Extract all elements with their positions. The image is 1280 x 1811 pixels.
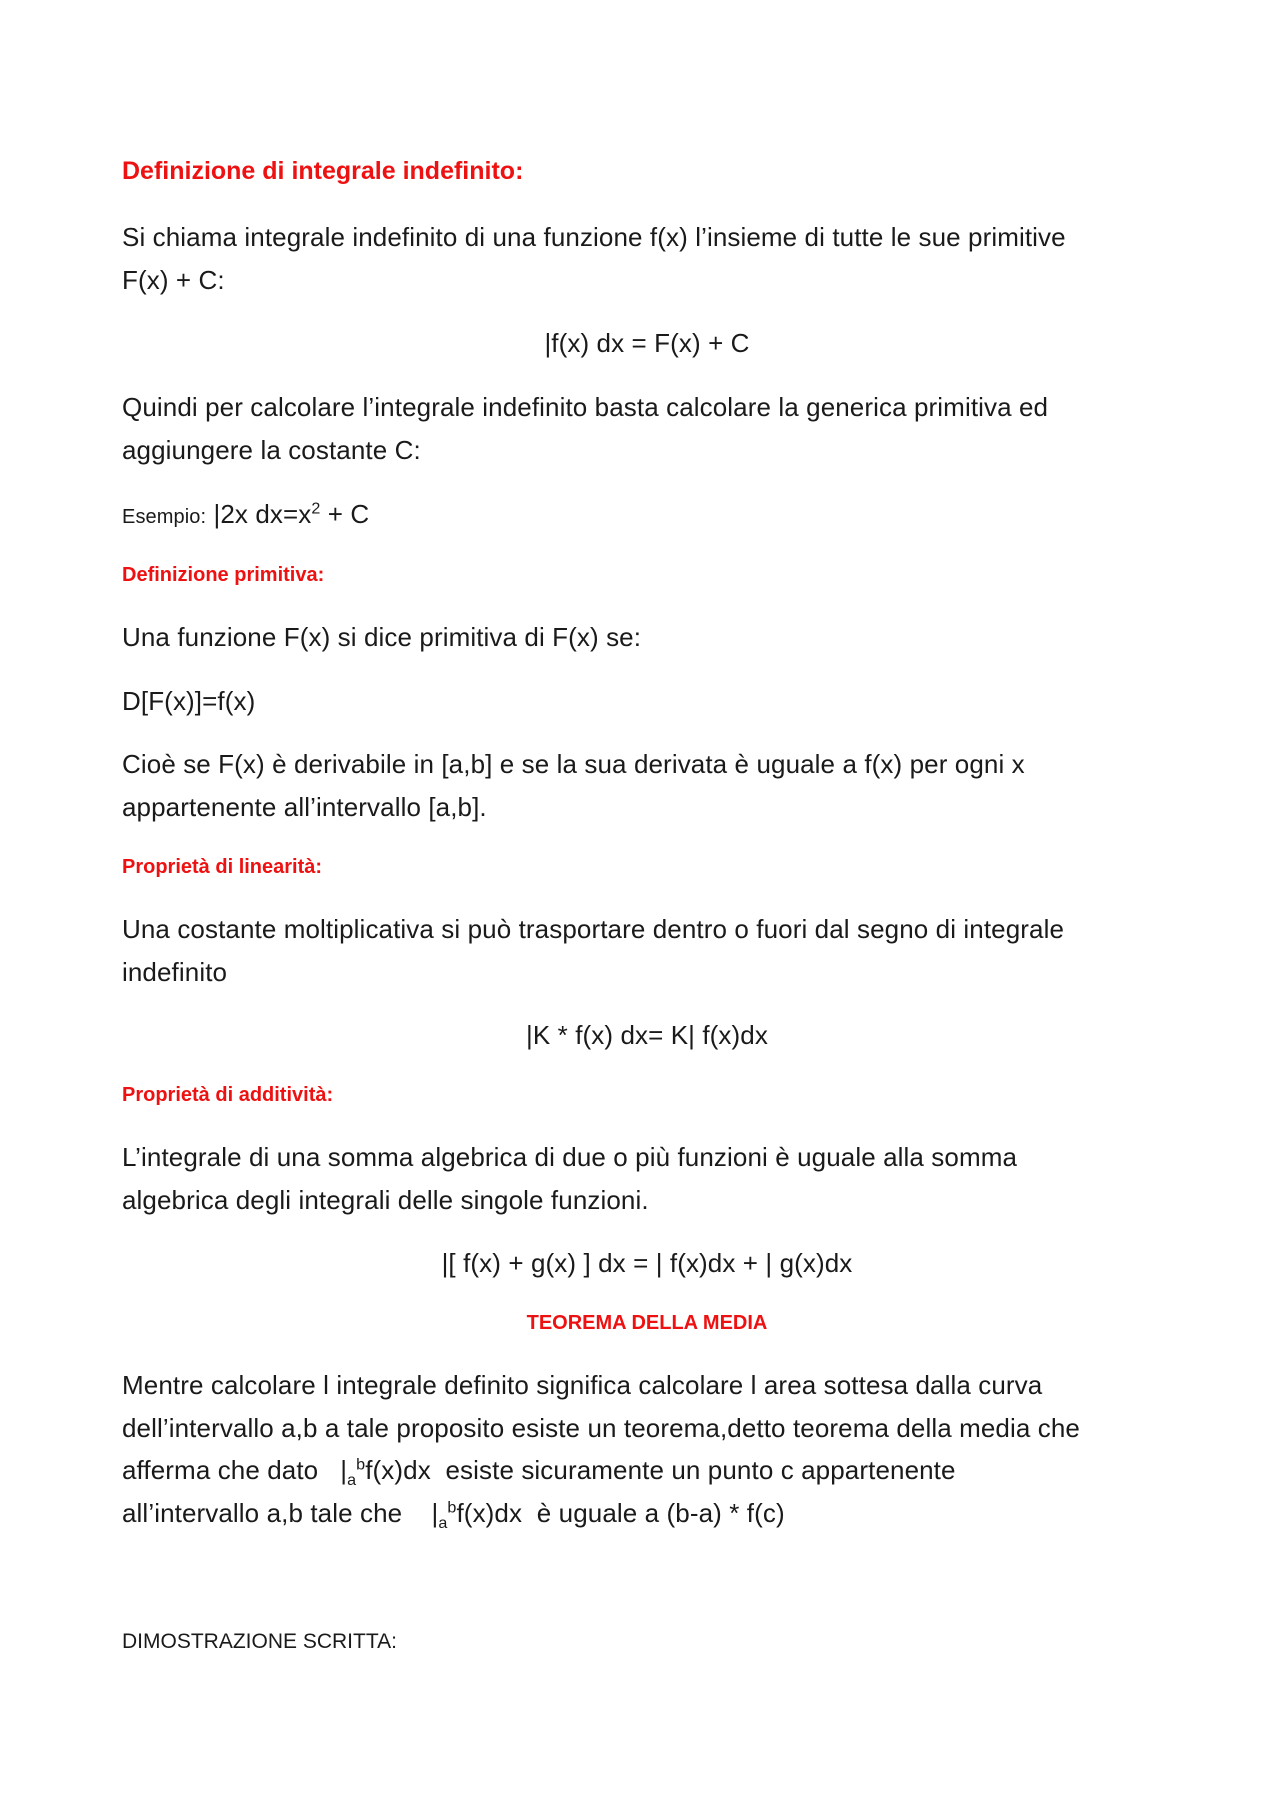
definition-paragraph [122,216,1172,301]
formula-indefinite-integral: |f(x) dx = F(x) + C [544,328,750,358]
mean-theorem-line-3-end: esiste sicuramente un punto c appartenente [445,1455,956,1485]
additivity-paragraph [122,1136,1172,1221]
additivity-line-2: algebrica degli integrali delle singole funzioni. [122,1184,649,1215]
mean-theorem-line-1: Mentre calcolare l integrale definito significa calcolare l area sottesa dalla curva [122,1370,1043,1400]
linearity-line-2: indefinito [122,956,228,987]
integral-sign: | [340,1455,348,1485]
mean-theorem-line-4 [122,1497,785,1532]
example-formula-base: |2x dx=x [213,499,312,529]
primitive-explanation-line-2: appartenente all’intervallo [a,b]. [122,791,487,822]
mean-theorem-line-3 [122,1455,956,1490]
heading-teorema-media: TEOREMA DELLA MEDIA [526,1312,768,1334]
integral-lower-bound: a [347,1471,357,1490]
linearity-paragraph [122,908,1172,993]
method-paragraph [122,386,1172,471]
integral-sign: | [431,1497,439,1528]
method-line-2: aggiungere la costante C: [122,434,421,465]
example-line [122,493,1172,539]
definition-line-2: F(x) + C: [122,264,225,295]
formula-linearity: |K * f(x) dx= K| f(x)dx [526,1020,768,1050]
example-formula-tail: + C [320,499,370,529]
integral-upper-bound: b [356,1455,366,1474]
definite-integral-2 [431,1497,523,1532]
heading-integrale-indefinito: Definizione di integrale indefinito: [122,157,524,185]
mean-theorem-line-3-start: afferma che dato [122,1455,319,1485]
heading-additivita: Proprietà di additività: [122,1084,334,1106]
example-exponent: 2 [311,499,321,518]
mean-theorem-line-2: dell’intervallo a,b a tale proposito esiste un teorema,detto teorema della media che [122,1412,1080,1443]
primitive-definition-line: Una funzione F(x) si dice primitiva di F(x) se: [122,622,642,652]
example-formula [214,499,370,529]
formula-additivity: |[ f(x) + g(x) ] dx = | f(x)dx + | g(x)dx [441,1248,853,1278]
primitive-formula-line: D[F(x)]=f(x) [122,686,256,716]
definition-line-1: Si chiama integrale indefinito di una funzione f(x) l’insieme di tutte le sue primitive [122,222,1066,252]
heading-dimostrazione: DIMOSTRAZIONE SCRITTA: [122,1630,397,1653]
mean-theorem-line-4-end: è uguale a (b-a) * f(c) [536,1497,785,1528]
definite-integral-1 [340,1455,431,1490]
integrand: f(x)dx [456,1497,523,1528]
additivity-line-1: L’integrale di una somma algebrica di due o più funzioni è uguale alla somma [122,1142,1018,1172]
integral-upper-bound: b [447,1497,457,1516]
integral-lower-bound: a [438,1513,448,1532]
primitive-explanation [122,743,1172,828]
example-label: Esempio: [122,506,207,528]
heading-definizione-primitiva: Definizione primitiva: [122,564,325,586]
linearity-line-1: Una costante moltiplicativa si può trasportare dentro o fuori dal segno di integrale [122,914,1065,944]
primitive-explanation-line-1: Cioè se F(x) è derivabile in [a,b] e se la sua derivata è uguale a f(x) per ogni x [122,749,1025,779]
mean-theorem-paragraph [122,1364,1172,1534]
heading-linearita: Proprietà di linearità: [122,856,323,878]
method-line-1: Quindi per calcolare l’integrale indefinito basta calcolare la generica primitiva ed [122,392,1049,422]
mean-theorem-line-4-start: all’intervallo a,b tale che [122,1497,403,1528]
integrand: f(x)dx [365,1455,431,1485]
